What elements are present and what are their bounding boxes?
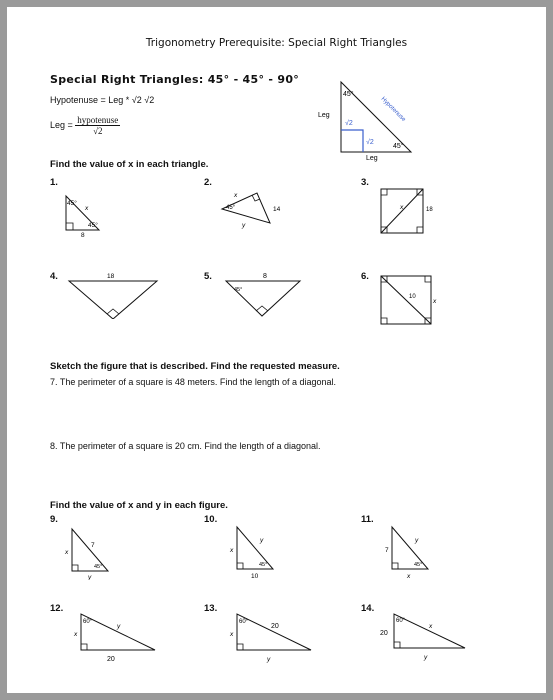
- problem-3-number: 3.: [361, 177, 369, 188]
- p14-label-y: y: [424, 654, 428, 661]
- problem-5-number: 5.: [204, 271, 212, 282]
- p1-label-x: x: [85, 205, 89, 212]
- problem-9-figure: [62, 525, 122, 580]
- reference-blue-square: [341, 130, 363, 152]
- reference-root-bottom: √2: [366, 139, 374, 146]
- p5-label-8: 8: [263, 273, 267, 280]
- p1-angle-bottom: 45°: [88, 222, 98, 229]
- leg-fraction-numerator: hypotenuse: [77, 115, 119, 125]
- problem-5-figure: [222, 269, 307, 319]
- p4-label-18: 18: [107, 273, 115, 280]
- page-title: Trigonometry Prerequisite: Special Right Triangles: [145, 37, 408, 49]
- problem-1-number: 1.: [50, 177, 58, 188]
- p12-label-20: 20: [107, 656, 115, 663]
- p12-label-x: x: [74, 631, 78, 638]
- p6-label-10: 10: [409, 294, 416, 300]
- reference-leg-bottom: Leg: [366, 155, 378, 162]
- leg-fraction-denominator: √2: [93, 126, 103, 136]
- problem-4-figure: [65, 269, 165, 319]
- part1-instruction: Find the value of x in each triangle.: [50, 159, 209, 170]
- p9-label-7: 7: [91, 542, 95, 549]
- problem-13-figure: [229, 610, 319, 665]
- p11-label-7: 7: [385, 547, 389, 554]
- p14-label-20: 20: [380, 630, 388, 637]
- p10-label-10: 10: [251, 573, 259, 580]
- p10-label-x: x: [230, 547, 234, 554]
- p10-angle: 45°: [259, 562, 268, 568]
- problem-14-number: 14.: [361, 603, 375, 614]
- problem-3-figure: [375, 185, 445, 240]
- problem-2-number: 2.: [204, 177, 212, 188]
- problem-4-number: 4.: [50, 271, 58, 282]
- problem-10-figure: [227, 521, 287, 581]
- leg-formula: [50, 115, 120, 136]
- p9-label-y: y: [88, 574, 92, 580]
- p2-angle: 45°: [226, 205, 236, 211]
- problem-14-figure: [377, 608, 472, 663]
- p1-label-8: 8: [81, 232, 85, 237]
- p13-angle: 60°: [239, 619, 249, 625]
- p5-angle: 45°: [234, 287, 243, 293]
- p9-angle: 45°: [94, 564, 103, 570]
- reference-hypotenuse-label: Hypotenuse: [379, 96, 407, 124]
- problem-6-number: 6.: [361, 271, 369, 282]
- p1-angle-top: 45°: [67, 200, 77, 207]
- problem-6-figure: [375, 272, 445, 327]
- p13-label-20: 20: [271, 623, 279, 630]
- p2-label-x: x: [234, 192, 238, 199]
- reference-angle-bottom: 45°: [393, 143, 404, 150]
- p13-label-y: y: [267, 656, 271, 663]
- problem-12-number: 12.: [50, 603, 64, 614]
- leg-fraction: [75, 115, 120, 136]
- p2-label-y: y: [242, 222, 246, 229]
- p14-angle: 60°: [396, 618, 406, 624]
- p6-label-x: x: [433, 298, 437, 305]
- p14-label-x: x: [429, 623, 433, 630]
- reference-leg-left: Leg: [318, 112, 330, 119]
- part3-instruction: Find the value of x and y in each figure.: [50, 500, 228, 511]
- p3-label-18: 18: [426, 207, 433, 213]
- part2-instruction: Sketch the figure that is described. Find the requested measure.: [50, 361, 340, 372]
- problem-1-figure: [61, 192, 116, 237]
- reference-root-top: √2: [345, 120, 353, 127]
- problem-9-number: 9.: [50, 514, 58, 525]
- problem-12-figure: [73, 610, 163, 665]
- reference-angle-top: 45°: [343, 91, 354, 98]
- problem-11-figure: [382, 521, 442, 581]
- problem-11-number: 11.: [361, 514, 374, 525]
- question-7: 7. The perimeter of a square is 48 meters. Find the length of a diagonal.: [50, 377, 337, 387]
- p9-label-x: x: [65, 549, 69, 556]
- p12-label-y: y: [117, 623, 121, 630]
- section-title: Special Right Triangles: 45° - 45° - 90°: [50, 73, 300, 86]
- reference-triangle-figure: [307, 67, 432, 167]
- leg-formula-label: Leg =: [50, 119, 73, 130]
- hypotenuse-formula: Hypotenuse = Leg * √2 √2: [50, 95, 155, 105]
- p2-label-14: 14: [273, 206, 281, 213]
- problem-2-figure: [212, 185, 292, 235]
- p10-label-y: y: [260, 537, 264, 544]
- p13-label-x: x: [230, 631, 234, 638]
- problem-10-number: 10.: [204, 514, 218, 525]
- p11-label-y: y: [415, 537, 419, 544]
- p11-angle: 45°: [414, 562, 423, 568]
- p11-label-x: x: [407, 573, 411, 580]
- question-8: 8. The perimeter of a square is 20 cm. Find the length of a diagonal.: [50, 441, 321, 451]
- p12-angle: 60°: [83, 619, 93, 625]
- p3-label-x: x: [400, 204, 404, 211]
- problem-13-number: 13.: [204, 603, 218, 614]
- worksheet-page: [7, 7, 546, 693]
